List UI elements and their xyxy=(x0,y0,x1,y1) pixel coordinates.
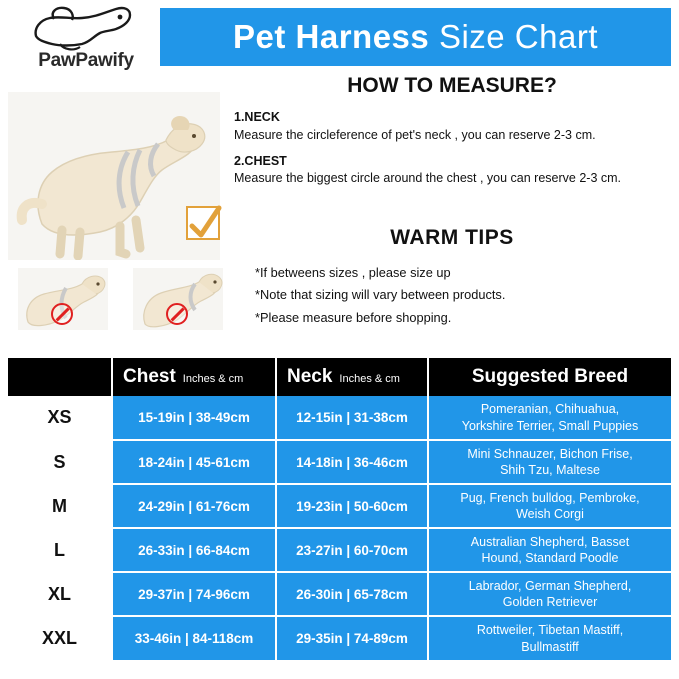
cell-chest: 33-46in | 84-118cm xyxy=(112,616,276,660)
size-chart-table-body xyxy=(8,396,671,660)
cell-chest: 26-33in | 66-84cm xyxy=(112,528,276,572)
cell-size: XL xyxy=(8,572,112,616)
column-header-breed-label: Suggested Breed xyxy=(471,366,629,387)
prohibited-icon xyxy=(166,303,188,325)
how-to-measure-title: HOW TO MEASURE? xyxy=(347,74,557,97)
column-header-chest xyxy=(112,358,276,396)
warm-tip-line: *Note that sizing will vary between products. xyxy=(255,287,506,303)
size-chart-table-wrapper xyxy=(8,358,671,660)
brand-name: PawPawify xyxy=(38,50,134,71)
warm-tip-line: *If betweens sizes , please size up xyxy=(255,265,451,280)
cell-neck: 29-35in | 74-89cm xyxy=(276,616,428,660)
column-header-chest-label: Chest xyxy=(123,366,176,387)
table-row xyxy=(8,484,671,528)
size-chart-table-head xyxy=(8,358,671,396)
page-title-bold: Pet Harness xyxy=(233,18,430,55)
cell-neck: 14-18in | 36-46cm xyxy=(276,440,428,484)
measure-step-2-label: 2.CHEST xyxy=(234,153,287,168)
page-title xyxy=(233,18,598,56)
measure-photo-wrong-1 xyxy=(18,268,108,330)
measure-step-2-text: Measure the biggest circle around the chest , you can reserve 2-3 cm. xyxy=(234,171,621,186)
brand-logo xyxy=(12,6,152,86)
measure-step-1-label: 1.NECK xyxy=(234,110,280,124)
table-row xyxy=(8,528,671,572)
orange-checkmark-icon xyxy=(186,206,220,240)
column-header-breed xyxy=(428,358,671,396)
cell-size: S xyxy=(8,440,112,484)
size-chart-table xyxy=(8,358,671,660)
warm-tip-line: *Please measure before shopping. xyxy=(255,309,452,325)
cell-neck: 19-23in | 50-60cm xyxy=(276,484,428,528)
column-header-size xyxy=(8,358,112,396)
page-title-light: Size Chart xyxy=(438,18,598,55)
cell-size: XXL xyxy=(8,616,112,660)
table-header-row xyxy=(8,358,671,396)
column-header-neck-label: Neck xyxy=(287,366,333,387)
measure-photo-wrong-2 xyxy=(133,268,223,330)
cell-chest: 18-24in | 45-61cm xyxy=(112,440,276,484)
prohibited-icon xyxy=(51,303,73,325)
cell-size: M xyxy=(8,484,112,528)
cell-breed: Pomeranian, Chihuahua, Yorkshire Terrier, Small Puppies xyxy=(428,396,671,440)
cell-breed: Australian Shepherd, Basset Hound, Standard Poodle xyxy=(428,528,671,572)
cell-chest: 29-37in | 74-96cm xyxy=(112,572,276,616)
cell-neck: 26-30in | 65-78cm xyxy=(276,572,428,616)
table-row xyxy=(8,440,671,484)
column-header-neck-units: Inches & cm xyxy=(339,373,400,385)
cell-chest: 24-29in | 61-76cm xyxy=(112,484,276,528)
cell-breed: Rottweiler, Tibetan Mastiff, Bullmastiff xyxy=(428,616,671,660)
how-to-measure-body xyxy=(234,106,674,196)
column-header-neck xyxy=(276,358,428,396)
cell-neck: 23-27in | 60-70cm xyxy=(276,528,428,572)
warm-tips-body xyxy=(255,262,675,329)
cell-breed: Mini Schnauzer, Bichon Frise, Shih Tzu, Maltese xyxy=(428,440,671,484)
dog-head-icon xyxy=(30,6,134,52)
warm-tips-title: WARM TIPS xyxy=(390,226,514,249)
column-header-chest-units: Inches & cm xyxy=(182,373,244,385)
cell-neck: 12-15in | 31-38cm xyxy=(276,396,428,440)
cell-size: XS xyxy=(8,396,112,440)
cell-chest: 15-19in | 38-49cm xyxy=(112,396,276,440)
page-header-bar xyxy=(160,8,671,66)
cell-breed: Pug, French bulldog, Pembroke, Weish Corgi xyxy=(428,484,671,528)
table-row xyxy=(8,572,671,616)
cell-size: L xyxy=(8,528,112,572)
cell-breed: Labrador, German Shepherd, Golden Retriever xyxy=(428,572,671,616)
table-row xyxy=(8,616,671,660)
table-row xyxy=(8,396,671,440)
measure-step-1-text: Measure the circleference of pet's neck , you can reserve 2-3 cm. xyxy=(234,127,596,142)
